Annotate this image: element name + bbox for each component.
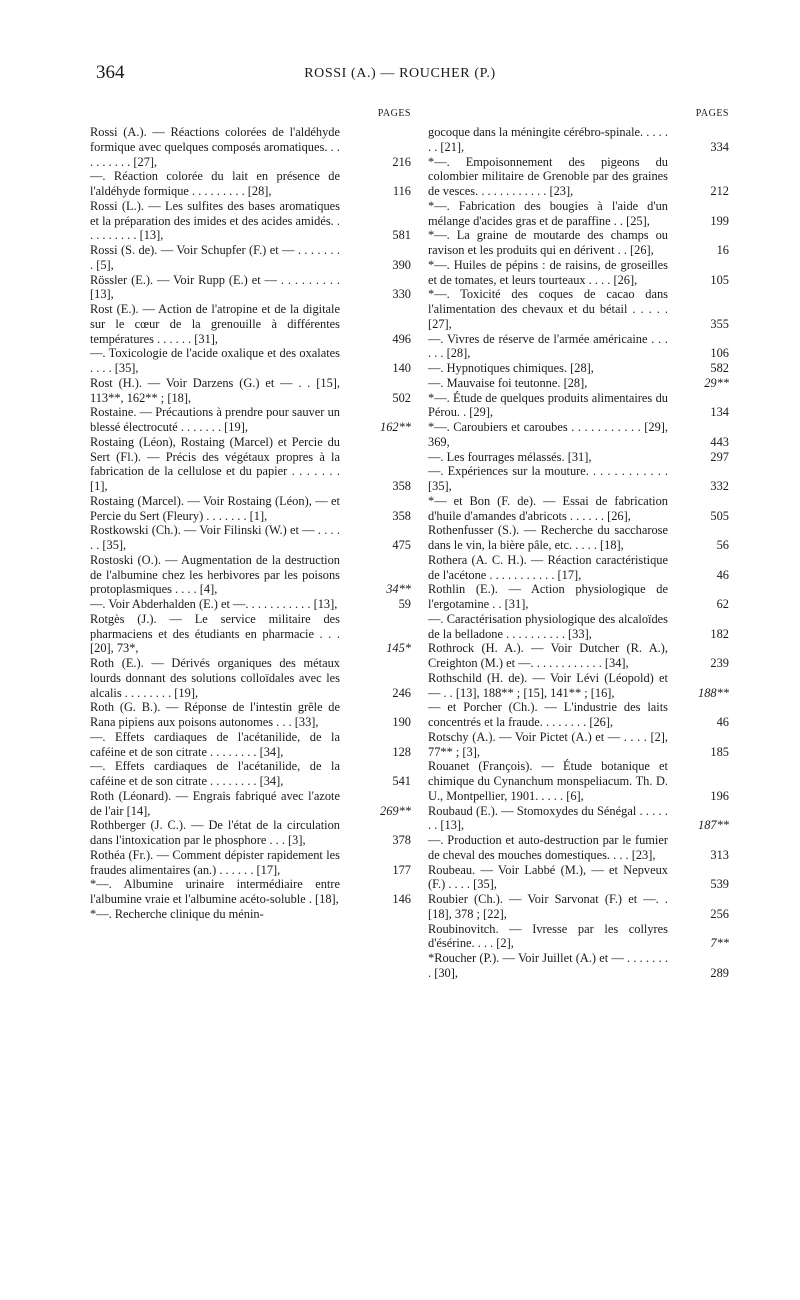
page-reference: 216 <box>392 154 411 169</box>
entry-text: Rostaing (Léon), Rostaing (Marcel) et Percie du Sert (Fl.). — Précis des végétaux propres à la fabrication de la cellulose et du papier . . . . . . . [1], <box>90 434 340 493</box>
index-entry <box>90 597 413 612</box>
page-reference: 62 <box>716 597 729 611</box>
index-entry <box>90 848 413 878</box>
page-reference: 541 <box>392 774 411 788</box>
entry-text: Rothenfusser (S.). — Recherche du saccharose dans le vin, la bière pâle, etc. . . . . [18], <box>428 523 668 552</box>
entry-text: —. Production et auto-destruction par le fumier de cheval des mouches domestiques. . . . [23], <box>428 833 668 862</box>
running-head: ROSSI (A.) — ROUCHER (P.) <box>304 66 496 81</box>
page-reference: 246 <box>392 685 411 700</box>
index-entry <box>428 641 731 671</box>
page-reference: 128 <box>392 744 411 759</box>
page-reference: 475 <box>392 538 411 552</box>
entry-text: *Roucher (P.). — Voir Juillet (A.) et — . . . . . . . . [30], <box>428 951 668 980</box>
page-reference: 196 <box>710 788 729 803</box>
entry-text: *—. La graine de moutarde des champs ou ravison et les produits qui en dérivent . . [26], <box>428 228 668 257</box>
entry-text: Rothlin (E.). — Action physiologique de l'ergotamine . . [31], <box>428 582 668 611</box>
index-entry <box>428 671 731 701</box>
index-entry <box>428 494 731 524</box>
index-entry <box>90 789 413 819</box>
page-reference: 59 <box>398 597 411 611</box>
entry-text: Roth (Léonard). — Engrais fabriqué avec l'azote de l'air [14], <box>90 788 340 818</box>
page-reference: 46 <box>716 567 729 582</box>
index-entry <box>90 273 413 303</box>
page-reference: 146 <box>392 892 411 906</box>
page-reference: 332 <box>710 479 729 493</box>
entry-text: Roth (G. B.). — Réponse de l'intestin grêle de Rana pipiens aux poisons autonomes . . . [33], <box>90 700 340 729</box>
entry-text: —. Effets cardiaques de l'acétanilide, de la caféine et de son citrate . . . . . . . . [34], <box>90 729 340 759</box>
page-reference: 29** <box>704 375 729 390</box>
entry-text: —. Toxicologie de l'acide oxalique et des oxalates . . . . [35], <box>90 346 340 375</box>
entry-text: —. Voir Abderhalden (E.) et —. . . . . . . . . . . [13], <box>90 597 338 611</box>
entry-text: — et Porcher (Ch.). — L'industrie des laits concentrés et la fraude. . . . . . . . [26], <box>428 700 668 729</box>
index-entry <box>428 155 731 199</box>
page-reference: 269** <box>380 803 411 818</box>
entry-text: —. Les fourrages mélassés. [31], <box>428 449 592 464</box>
entry-text: *—. Caroubiers et caroubes . . . . . . . . . . . [29], 369, <box>428 420 668 449</box>
index-entry <box>90 435 413 494</box>
entry-text: Roubaud (E.). — Stomoxydes du Sénégal . . . . . . . [13], <box>428 803 668 833</box>
page-reference: 162** <box>380 420 411 434</box>
entry-text: *—. Étude de quelques produits alimentaires du Pérou. . [29], <box>428 390 668 420</box>
entry-text: Roubeau. — Voir Labbé (M.), — et Nepveux (F.) . . . . [35], <box>428 862 668 892</box>
entry-text: Rotschy (A.). — Voir Pictet (A.) et — . . . . [2], 77** ; [3], <box>428 729 668 759</box>
index-entry <box>90 405 413 435</box>
entry-text: *—. Recherche clinique du ménin- <box>90 906 264 921</box>
page-reference: 505 <box>710 508 729 523</box>
index-entry <box>90 730 413 760</box>
entry-text: —. Caractérisation physiologique des alcaloïdes de la belladone . . . . . . . . . . [33], <box>428 611 668 641</box>
index-entry <box>428 804 731 834</box>
entry-text: Rotgès (J.). — Le service militaire des pharmaciens et des étudiants en pharmacie . . . [20], 73*, <box>90 611 340 656</box>
index-entry <box>428 361 731 376</box>
page-number: 364 <box>96 62 125 83</box>
page-reference: 378 <box>392 833 411 847</box>
page-reference: 16 <box>716 243 729 257</box>
page-reference: 582 <box>710 361 729 375</box>
right-entry-list <box>428 125 731 981</box>
index-entry <box>428 420 731 450</box>
entry-text: Roth (E.). — Dérivés organiques des métaux lourds donnant des solutions colloïdales avec les alcalis . . . . . . . . [19], <box>90 656 340 700</box>
index-entry <box>428 612 731 642</box>
entry-text: Rossi (S. de). — Voir Schupfer (F.) et — . . . . . . . . [5], <box>90 243 340 272</box>
index-entry <box>90 656 413 700</box>
entry-text: *—. Toxicité des coques de cacao dans l'alimentation des chevaux et du bétail . . . . . [27], <box>428 287 668 331</box>
entry-text: Rostoski (O.). — Augmentation de la destruction de l'albumine chez les herbivores par les poisons protoplasmiques . . . . [4], <box>90 552 340 597</box>
page-reference: 239 <box>710 656 729 670</box>
page-reference: 358 <box>392 479 411 493</box>
index-entry <box>428 464 731 494</box>
index-entry <box>428 582 731 612</box>
index-entry <box>90 523 413 553</box>
index-entry <box>428 922 731 952</box>
entry-text: *—. Fabrication des bougies à l'aide d'un mélange d'acides gras et de paraffine . . [25], <box>428 198 668 228</box>
entry-text: Rouanet (François). — Étude botanique et chimique du Cynanchum monspeliacum. Th. D. U., Montpellier, 1901. . . . . [6], <box>428 759 668 803</box>
index-entry <box>428 125 731 155</box>
left-column <box>90 108 413 922</box>
entry-text: —. Réaction colorée du lait en présence de l'aldéhyde formique . . . . . . . . . [28], <box>90 169 340 198</box>
page-reference: 134 <box>710 405 729 420</box>
page-reference: 199 <box>710 213 729 228</box>
page-reference: 355 <box>710 316 729 331</box>
entry-text: Rothschild (H. de). — Voir Lévi (Léopold) et — . . [13], 188** ; [15], 141** ; [16], <box>428 670 668 700</box>
entry-text: *—. Empoisonnement des pigeons du colombier militaire de Grenoble par des graines de vesces. . . . . . . . . . . . [23], <box>428 154 668 198</box>
index-entry <box>90 612 413 656</box>
page-reference: 105 <box>710 272 729 287</box>
index-entry <box>428 287 731 331</box>
index-entry <box>90 877 413 907</box>
page-reference: 289 <box>710 965 729 980</box>
entry-text: gocoque dans la méningite cérébro-spinale. . . . . . . [21], <box>428 125 668 154</box>
entry-text: —. Vivres de réserve de l'armée américaine . . . . . . [28], <box>428 331 668 361</box>
index-entry <box>90 302 413 346</box>
entry-text: —. Effets cardiaques de l'acétanilide, de la caféine et de son citrate . . . . . . . . [34], <box>90 759 340 788</box>
index-entry <box>428 523 731 553</box>
index-entry <box>90 818 413 848</box>
entry-text: —. Expériences sur la mouture. . . . . . . . . . . . [35], <box>428 464 668 493</box>
page-reference: 116 <box>392 184 411 198</box>
page-reference: 182 <box>710 626 729 641</box>
page-reference: 190 <box>392 715 411 729</box>
page-reference: 106 <box>710 346 729 361</box>
page-reference: 502 <box>392 390 411 405</box>
page-reference: 212 <box>710 184 729 198</box>
index-entry <box>428 258 731 288</box>
index-entry <box>428 951 731 981</box>
page-reference: 56 <box>716 538 729 552</box>
index-entry <box>428 228 731 258</box>
entry-text: —. Mauvaise foi teutonne. [28], <box>428 375 588 390</box>
page-reference: 297 <box>710 449 729 464</box>
page-reference: 34** <box>386 582 411 597</box>
page-reference: 188** <box>698 685 729 700</box>
page-reference: 496 <box>392 331 411 346</box>
entry-text: Rothrock (H. A.). — Voir Dutcher (R. A.), Creighton (M.) et —. . . . . . . . . . . . [34], <box>428 641 668 670</box>
pages-column-label: PAGES <box>695 108 729 119</box>
index-entry <box>428 759 731 803</box>
left-entry-list <box>90 125 413 922</box>
page-reference: 140 <box>392 361 411 375</box>
entry-text: Rost (H.). — Voir Darzens (G.) et — . . [15], 113**, 162** ; [18], <box>90 375 340 405</box>
index-entry <box>90 553 413 597</box>
entry-text: Rostaing (Marcel). — Voir Rostaing (Léon), — et Percie du Sert (Fleury) . . . . . . . [1], <box>90 493 340 523</box>
index-entry <box>428 730 731 760</box>
pages-column-label: PAGES <box>377 108 411 119</box>
page-reference: 7** <box>710 936 729 951</box>
page-reference: 177 <box>392 862 411 877</box>
page-reference: 187** <box>698 818 729 833</box>
entry-text: Rossi (L.). — Les sulfites des bases aromatiques et la préparation des imides et des acides amidés. . . . . . . . . . [13], <box>90 198 340 243</box>
entry-text: Rossi (A.). — Réactions colorées de l'aldéhyde formique avec quelques composés aromatiques. . . . . . . . . . [27], <box>90 125 340 169</box>
page-reference: 313 <box>710 847 729 862</box>
index-entry <box>90 494 413 524</box>
page-reference: 334 <box>710 139 729 154</box>
entry-text: Roubier (Ch.). — Voir Sarvonat (F.) et —. . [18], 378 ; [22], <box>428 892 668 921</box>
index-entry <box>90 376 413 406</box>
index-entry <box>90 759 413 789</box>
entry-text: Roubinovitch. — Ivresse par les collyres d'ésérine. . . . [2], <box>428 921 668 951</box>
index-entry <box>90 125 413 169</box>
page-reference: 46 <box>716 715 729 729</box>
entry-text: —. Hypnotiques chimiques. [28], <box>428 361 594 375</box>
page-reference: 145* <box>386 641 411 656</box>
page-reference: 330 <box>392 287 411 302</box>
index-entry <box>90 346 413 376</box>
entry-text: Rost (E.). — Action de l'atropine et de la digitale sur le cœur de la grenouille à différentes températures . . . . . . [31], <box>90 302 340 346</box>
index-entry <box>90 700 413 730</box>
entry-text: Rostaine. — Précautions à prendre pour sauver un blessé électrocuté . . . . . . . [19], <box>90 405 340 434</box>
entry-text: Rostkowski (Ch.). — Voir Filinski (W.) et — . . . . . . [35], <box>90 523 340 552</box>
entry-text: Rothera (A. C. H.). — Réaction caractéristique de l'acétone . . . . . . . . . . . [17], <box>428 552 668 582</box>
index-entry <box>428 892 731 922</box>
page-reference: 581 <box>392 228 411 243</box>
index-entry <box>428 700 731 730</box>
index-entry <box>428 833 731 863</box>
index-entry <box>90 199 413 243</box>
right-column <box>428 108 731 981</box>
entry-text: Rössler (E.). — Voir Rupp (E.) et — . . . . . . . . . [13], <box>90 272 340 302</box>
page-reference: 185 <box>710 744 729 759</box>
index-entry <box>90 907 413 922</box>
page-reference: 256 <box>710 906 729 921</box>
index-entry <box>428 376 731 391</box>
index-entry <box>428 391 731 421</box>
page-reference: 358 <box>392 508 411 523</box>
page-reference: 539 <box>710 877 729 892</box>
page-reference: 443 <box>710 434 729 449</box>
index-entry <box>428 332 731 362</box>
entry-text: Rothéa (Fr.). — Comment dépister rapidement les fraudes alimentaires (an.) . . . . . . [17], <box>90 847 340 877</box>
index-entry <box>428 199 731 229</box>
entry-text: *—. Huiles de pépins : de raisins, de groseilles et de tomates, et leurs tourteaux . . . . [26], <box>428 257 668 287</box>
index-entry <box>428 553 731 583</box>
index-entry <box>90 169 413 199</box>
entry-text: *—. Albumine urinaire intermédiaire entre l'albumine vraie et l'albumine acéto-soluble . [18], <box>90 877 340 906</box>
index-entry <box>428 863 731 893</box>
index-entry <box>90 243 413 273</box>
entry-text: *— et Bon (F. de). — Essai de fabrication d'huile d'amandes d'abricots . . . . . . [26], <box>428 493 668 523</box>
index-entry <box>428 450 731 465</box>
page-reference: 390 <box>392 257 411 272</box>
entry-text: Rothberger (J. C.). — De l'état de la circulation dans l'intoxication par le phosphore . . . [3], <box>90 818 340 847</box>
